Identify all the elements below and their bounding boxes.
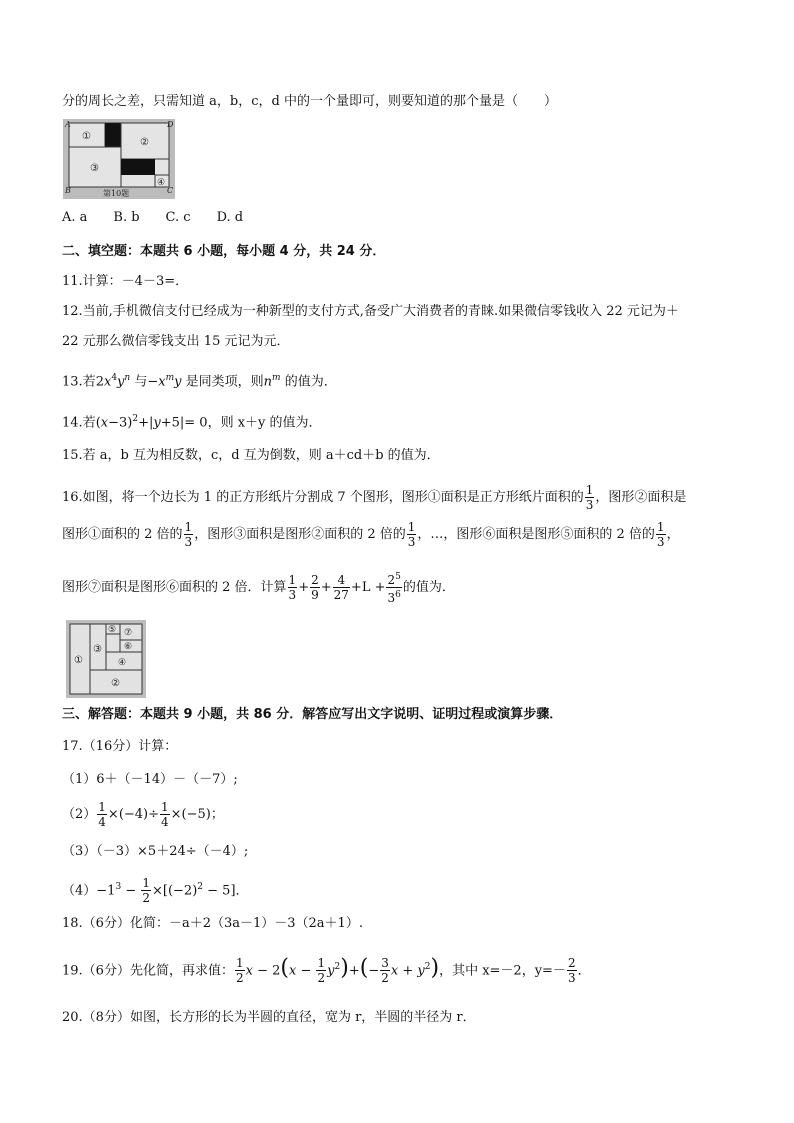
svg-text:①: ① <box>74 655 83 666</box>
q17-part3: （3）（－3）×5＋24÷（－4）; <box>62 844 249 859</box>
q17-part4: $(4)-1^3$ − $\frac{1}{2}$ $\times[(-2)^2 - 5]$． <box>62 876 249 906</box>
q17-part2: （2） $\frac{1}{4}$ ×(−4)÷ $\frac{1}{4}$ ×(−5)； <box>62 800 224 829</box>
svg-text:⑦: ⑦ <box>124 628 133 638</box>
q17-stem: 17.（16分）计算： <box>62 739 178 754</box>
region-2: ② <box>140 137 149 148</box>
label-B: B <box>65 186 71 195</box>
svg-text:②: ② <box>111 678 120 689</box>
svg-text:⑤: ⑤ <box>108 625 117 635</box>
q10-options: A. a B. b C. c D. d <box>62 210 244 225</box>
section2-title: 二、填空题：本题共 6 小题，每小题 4 分，共 24 分． <box>62 244 386 259</box>
q13: 13.若$2x^4y^n$ 与$-x^my$ 是同类项，则$n^m$ 的值为． <box>62 373 337 390</box>
q17-part1: （1）6＋（－14）－（－7）; <box>62 772 238 787</box>
label-D: D <box>167 120 174 129</box>
region-3: ③ <box>90 163 99 174</box>
label-A: A <box>65 120 71 129</box>
region-4: ④ <box>157 178 166 188</box>
q10-figure <box>63 119 175 199</box>
svg-text:④: ④ <box>118 658 127 668</box>
q16-figure <box>66 620 146 698</box>
q18: 18.（6分）化简：－a＋2（3a－1）－3（2a＋1）. <box>62 916 363 931</box>
region-1: ① <box>82 131 91 142</box>
q12-line2: 22 元那么微信零钱支出 15 元记为元． <box>62 334 290 349</box>
q10-stem: 分的周长之差，只需知道 a，b，c，d 中的一个量即可，则要知道的那个量是（ ） <box>62 94 557 109</box>
svg-text:③: ③ <box>93 644 102 655</box>
q11: 11.计算：－4－3=． <box>62 274 189 289</box>
figure-caption: 第10题 <box>103 189 130 198</box>
q20: 20.（8分）如图，长方形的长为半圆的直径，宽为 r，半圆的半径为 r． <box>62 1010 476 1025</box>
q12-line1: 12.当前,手机微信支付已经成为一种新型的支付方式,备受广大消费者的青睐.如果微信零钱收入 22 元记为＋ <box>62 304 679 319</box>
svg-text:⑥: ⑥ <box>124 642 133 652</box>
q19: 19.（6分）先化简，再求值： $\frac{1}{2}$ x − 2(x − $\frac{1}{2}$ $y^2)+(-$ $\frac{3}{2}$ $x + y^2$)，其中 x=－2，y=－ $\frac{2}{3}$ ． <box>62 955 591 986</box>
q16-line1: 16.如图，将一个边长为 1 的正方形纸片分割成 7 个图形，图形①面积是正方形纸片面积的 $\frac{1}{3}$ ，图形②面积是 <box>62 483 687 512</box>
q16-line2: 图形①面积的 2 倍的 $\frac{1}{3}$ ，图形③面积是图形②面积的 2 倍的 $\frac{1}{3}$ ，…，图形⑥面积是图形⑤面积的 2 倍的 $\frac{1}{3}$ ， <box>62 520 680 549</box>
label-C: C <box>167 186 174 195</box>
q15: 15.若 a，b 互为相反数，c，d 互为倒数，则 a＋cd＋b 的值为． <box>62 448 440 463</box>
partition-diagram <box>66 620 146 698</box>
q14: 14.若$(x-3)^2+|y+5|= 0$，则 x＋y 的值为． <box>62 414 322 431</box>
q16-line3: 图形⑦面积是图形⑥面积的 2 倍．计算 $\frac{1}{3}$ + $\frac{2}{9}$ + $\frac{4}{27}$ +L + $\frac{2^5}{3^6}$ 的值为． <box>62 572 455 605</box>
square-diagram <box>63 119 175 199</box>
frac-1-3: $\frac{1}{3}$ <box>585 483 594 512</box>
section3-title: 三、解答题：本题共 9 小题，共 86 分．解答应写出文字说明、证明过程或演算步骤． <box>62 707 563 722</box>
